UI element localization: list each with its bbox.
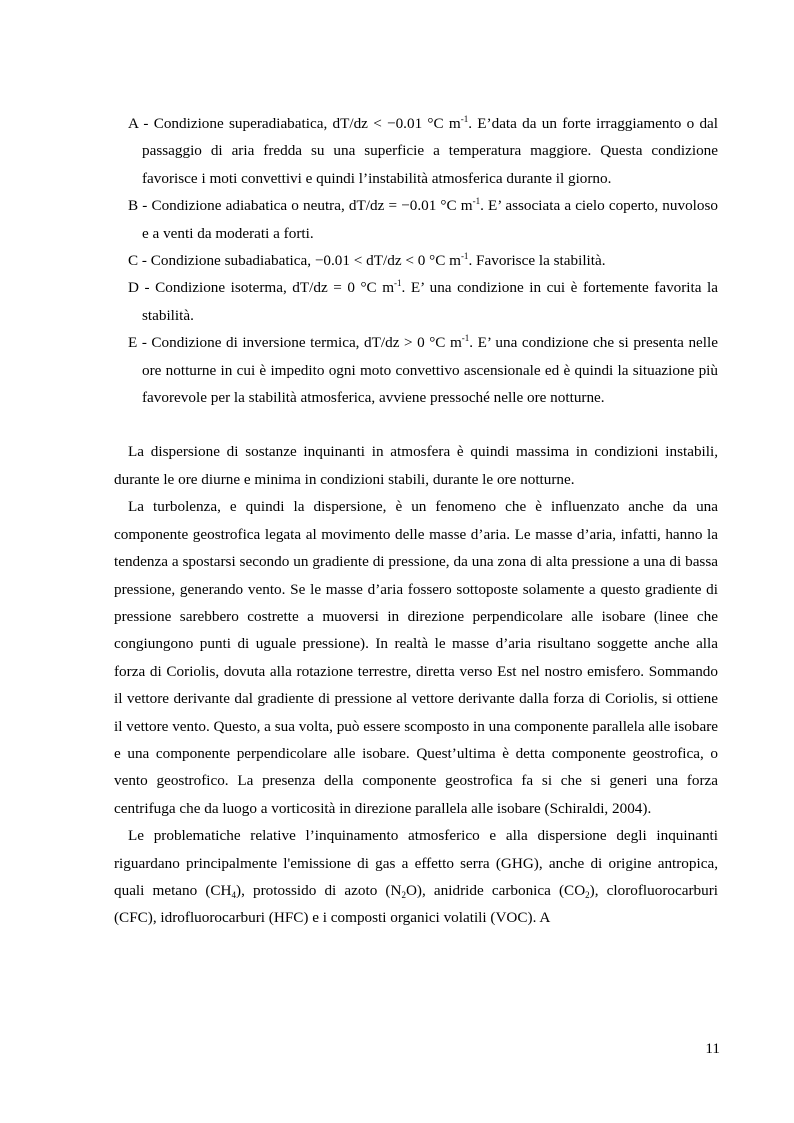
subscript: 2 [585,889,590,900]
superscript: -1 [461,333,470,344]
list-item-d [128,274,718,329]
subscript: 2 [401,889,406,900]
superscript: -1 [460,251,469,262]
list-item-e-text: E - Condizione di inversione termica, dT/dz > 0 °C m [128,334,462,352]
list-item-b [128,192,718,247]
list-item-e [128,329,718,411]
list-item-d-text: D - Condizione isoterma, dT/dz = 0 °C m [128,279,395,297]
list-item-c-text-cont: . Favorisce la stabilità. [468,252,606,270]
list-item-a-text: A - Condizione superadiabatica, dT/dz < −0.01 °C m [128,115,461,132]
paragraph-text: O), anidride carbonica (CO [405,881,586,899]
list-item-a [128,110,718,192]
paragraph-text: ), protossido di azoto (N [236,881,402,899]
superscript: -1 [394,278,402,289]
subscript: 4 [231,889,237,900]
paragraph-turbulence: La turbolenza, e quindi la dispersione, è un fenomeno che è influenzato anche da una componente geostrofica legata al movimento delle masse d’aria. Le masse d’aria, infatti, hanno la tendenza a spostarsi secondo un gradiente di pressione, da una zona di alta pressione a una di bassa pressione, generando vento. Se le masse d’aria fossero sottoposte solamente a questo gradiente di pressione sarebbero costrette a muoversi in direzione perpendicolare alle isobare (linee che congiungono punti di uguale pressione). In realtà le masse d’aria risultano soggette anche alla forza di Coriolis, dovuta alla rotazione terrestre, diretta verso Est nel nostro emisfero. Sommando il vettore derivante dal gradiente di pressione al vettore derivante dalla forza di Coriolis, si ottiene il vettore vento. Questo, a sua volta, può essere scomposto in una componente parallela alle isobare e una componente perpendicolare alle isobare. Quest’ultima è detta componente geostrofica, o vento geostrofico. La presenza della componente geostrofica fa si che si generi una forza centrifuga che da luogo a vorticosità in direzione parallela alle isobare (Schiraldi, 2004). [114,498,718,817]
superscript: -1 [472,196,481,207]
page-number: 11 [705,1040,720,1057]
paragraph-text: ), clorofluorocarburi (CFC), idrofluorocarburi (HFC) e i composti organici volatili (VOC). A [114,881,718,927]
list-item-a-text-cont: . E’data da un forte irraggiamento o dal passaggio di aria fredda su una superficie a temperatura maggiore. Questa condizione favorisce i moti convettivi e quindi l’instabilità atmosferica durante il giorno. [142,115,718,187]
paragraph-pollutants [114,822,718,932]
paragraph-text: Le problematiche relative l’inquinamento atmosferico e alla dispersione degli inquinanti riguardano principalmente l'emissione di gas a effetto serra (GHG), anche di origine antropica, quali metano (CH [114,827,718,899]
paragraph-dispersion: La dispersione di sostanze inquinanti in atmosfera è quindi massima in condizioni instabili, durante le ore diurne e minima in condizioni stabili, durante le ore notturne. [114,443,718,488]
superscript: -1 [460,114,469,124]
page-body [114,110,718,932]
list-item-b-text: B - Condizione adiabatica o neutra, dT/dz = −0.01 °C m [128,197,473,215]
section-gap [114,411,718,438]
list-item-e-text-cont: . E’ una condizione che si presenta nelle ore notturne in cui è impedito ogni moto convettivo ascensionale ed è quindi la situazione più favorevole per la stabilità atmosferica, avviene pressoché nelle ore notturne. [142,334,718,407]
list-item-b-text-cont: . E’ associata a cielo coperto, nuvoloso e a venti da moderati a forti. [142,197,719,242]
list-item-d-text-cont: . E’ una condizione in cui è fortemente favorita la stabilità. [142,279,718,324]
list-item-c-text: C - Condizione subadiabatica, −0.01 < dT/dz < 0 °C m [128,252,461,270]
list-item-c [128,247,718,274]
